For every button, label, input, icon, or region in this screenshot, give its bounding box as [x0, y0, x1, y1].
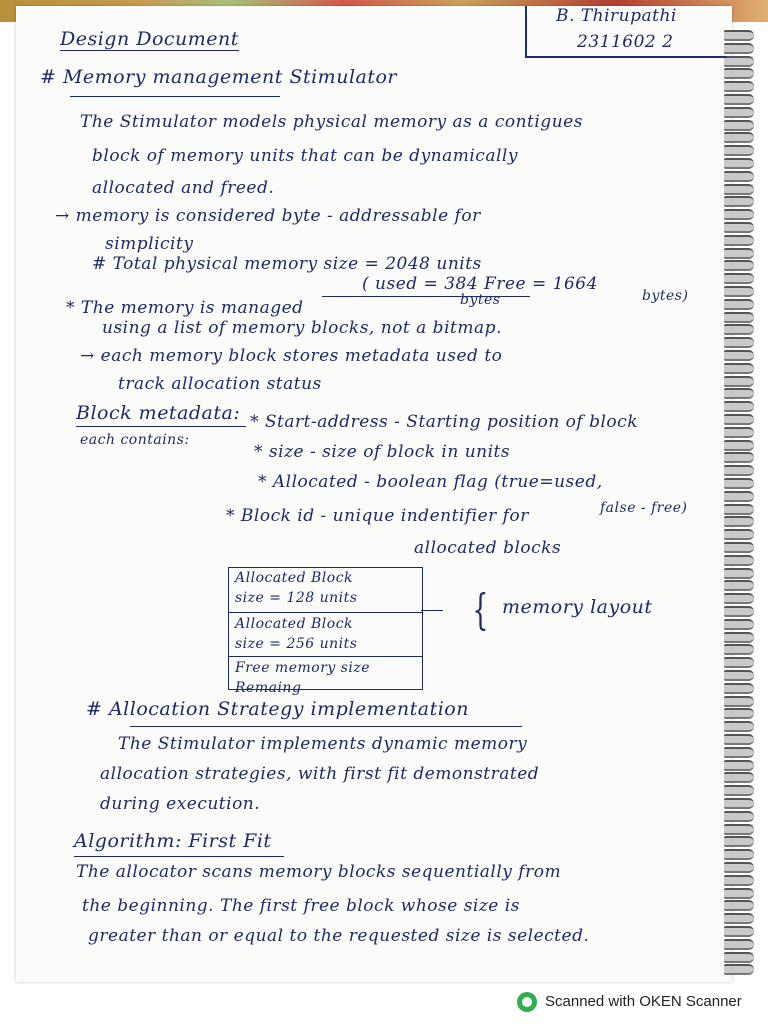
spiral-coil	[724, 260, 754, 271]
spiral-coil	[724, 529, 754, 540]
spiral-coil	[724, 708, 754, 719]
spiral-coil	[724, 952, 754, 963]
spiral-coil	[724, 657, 754, 668]
brace-icon: {	[472, 585, 489, 634]
section2-heading: # Allocation Strategy implementation	[86, 698, 469, 720]
page-title: Design Document	[60, 28, 239, 50]
spiral-coil	[724, 504, 754, 515]
section1-line: block of memory units that can be dynamically	[92, 146, 518, 166]
spiral-coil	[724, 632, 754, 643]
total-memory: # Total physical memory size = 2048 units	[92, 254, 482, 274]
spiral-coil	[724, 644, 754, 655]
spiral-coil	[724, 593, 754, 604]
spiral-coil	[724, 324, 754, 335]
spiral-coil	[724, 273, 754, 284]
spiral-coil	[724, 363, 754, 374]
spiral-coil	[724, 132, 754, 143]
block-size: size = 256 units	[235, 636, 358, 652]
heading-underline	[70, 96, 280, 97]
section2-line: The Stimulator implements dynamic memory	[118, 734, 528, 754]
spiral-coil	[724, 94, 754, 105]
used-free: ( used = 384 Free = 1664	[362, 274, 598, 294]
memory-layout-diagram	[228, 567, 423, 696]
section1-line: allocated and freed.	[92, 178, 275, 198]
metadata-item: false - free)	[600, 500, 688, 516]
spiral-coil	[724, 350, 754, 361]
spiral-coil	[724, 299, 754, 310]
spiral-coil	[724, 568, 754, 579]
spiral-coil	[724, 580, 754, 591]
spiral-coil	[724, 913, 754, 924]
managed-line: → each memory block stores metadata used to	[80, 346, 503, 366]
algorithm-line: The allocator scans memory blocks sequentially from	[76, 862, 562, 882]
heading-underline	[130, 726, 522, 727]
spiral-coil	[724, 836, 754, 847]
heading-underline	[74, 856, 284, 857]
spiral-coil	[724, 939, 754, 950]
section1-line: simplicity	[105, 234, 194, 254]
algorithm-line: the beginning. The first free block whose size is	[82, 896, 520, 916]
metadata-item: * Start-address - Starting position of block	[250, 412, 638, 432]
spiral-coil	[724, 56, 754, 67]
spiral-coil	[724, 696, 754, 707]
algorithm-line: greater than or equal to the requested size is selected.	[88, 926, 590, 946]
spiral-coil	[724, 107, 754, 118]
spiral-coil	[724, 465, 754, 476]
spiral-coil	[724, 824, 754, 835]
spiral-coil	[724, 43, 754, 54]
section1-line: → memory is considered byte - addressable for	[55, 206, 481, 226]
spiral-coil	[724, 337, 754, 348]
spiral-coil	[724, 849, 754, 860]
spiral-coil	[724, 785, 754, 796]
spiral-coil	[724, 222, 754, 233]
spiral-coil	[724, 964, 754, 975]
spiral-coil	[724, 209, 754, 220]
section2-line: during execution.	[100, 794, 261, 814]
scanner-watermark: Scanned with OKEN Scanner	[545, 993, 742, 1010]
spiral-coil	[724, 196, 754, 207]
spiral-coil	[724, 888, 754, 899]
spiral-coil	[724, 875, 754, 886]
spiral-coil	[724, 427, 754, 438]
divider-line	[421, 610, 443, 611]
spiral-coil	[724, 683, 754, 694]
author-name: B. Thirupathi	[556, 6, 677, 26]
spiral-coil	[724, 120, 754, 131]
spiral-coil	[724, 478, 754, 489]
spiral-coil	[724, 81, 754, 92]
spiral-coil	[724, 452, 754, 463]
block-size: size = 128 units	[235, 590, 358, 606]
spiral-coil	[724, 606, 754, 617]
spiral-coil	[724, 900, 754, 911]
heading-underline	[76, 426, 246, 427]
spiral-coil	[724, 68, 754, 79]
spiral-coil	[724, 670, 754, 681]
section1-line: The Stimulator models physical memory as a contigues	[80, 112, 583, 132]
section2-line: allocation strategies, with first fit demonstrated	[100, 764, 540, 784]
memory-block-row	[229, 614, 422, 657]
spiral-coil	[724, 440, 754, 451]
spiral-coil	[724, 312, 754, 323]
block-label: Free memory size	[235, 660, 371, 676]
block-label: Allocated Block	[235, 570, 354, 586]
spiral-coil	[724, 542, 754, 553]
spiral-coil	[724, 811, 754, 822]
spiral-coil	[724, 721, 754, 732]
managed-line: * The memory is managed	[66, 298, 304, 318]
spiral-binding	[720, 30, 754, 980]
bytes-label: bytes)	[642, 288, 689, 304]
memory-block-row	[229, 658, 422, 696]
memory-layout-label: memory layout	[502, 596, 653, 618]
spiral-coil	[724, 388, 754, 399]
spiral-coil	[724, 926, 754, 937]
metadata-item: * Block id - unique indentifier for	[226, 506, 529, 526]
spiral-coil	[724, 414, 754, 425]
spiral-coil	[724, 171, 754, 182]
spiral-coil	[724, 491, 754, 502]
metadata-item: allocated blocks	[414, 538, 562, 558]
block-label: Allocated Block	[235, 616, 354, 632]
block-metadata-heading: Block metadata:	[76, 402, 241, 424]
spiral-coil	[724, 555, 754, 566]
spiral-coil	[724, 30, 754, 41]
author-roll: 2311602 2	[577, 32, 674, 52]
spiral-coil	[724, 286, 754, 297]
managed-line: track allocation status	[118, 374, 322, 394]
algorithm-heading: Algorithm: First Fit	[74, 830, 272, 852]
managed-line: using a list of memory blocks, not a bitmap.	[102, 318, 502, 338]
section1-heading: # Memory management Stimulator	[40, 66, 397, 88]
spiral-coil	[724, 235, 754, 246]
spiral-coil	[724, 734, 754, 745]
spiral-coil	[724, 158, 754, 169]
metadata-item: * size - size of block in units	[254, 442, 511, 462]
bytes-label: bytes	[460, 292, 501, 308]
spiral-coil	[724, 798, 754, 809]
spiral-coil	[724, 862, 754, 873]
spiral-coil	[724, 376, 754, 387]
spiral-coil	[724, 619, 754, 630]
spiral-coil	[724, 401, 754, 412]
memory-block-row	[229, 568, 422, 613]
spiral-coil	[724, 772, 754, 783]
metadata-item: * Allocated - boolean flag (true=used,	[258, 472, 603, 492]
spiral-coil	[724, 747, 754, 758]
spiral-coil	[724, 184, 754, 195]
spiral-coil	[724, 145, 754, 156]
oken-logo-icon	[517, 992, 537, 1012]
spiral-coil	[724, 516, 754, 527]
each-contains: each contains:	[80, 432, 190, 448]
spiral-coil	[724, 760, 754, 771]
spiral-coil	[724, 248, 754, 259]
block-size: Remaing	[235, 680, 302, 696]
